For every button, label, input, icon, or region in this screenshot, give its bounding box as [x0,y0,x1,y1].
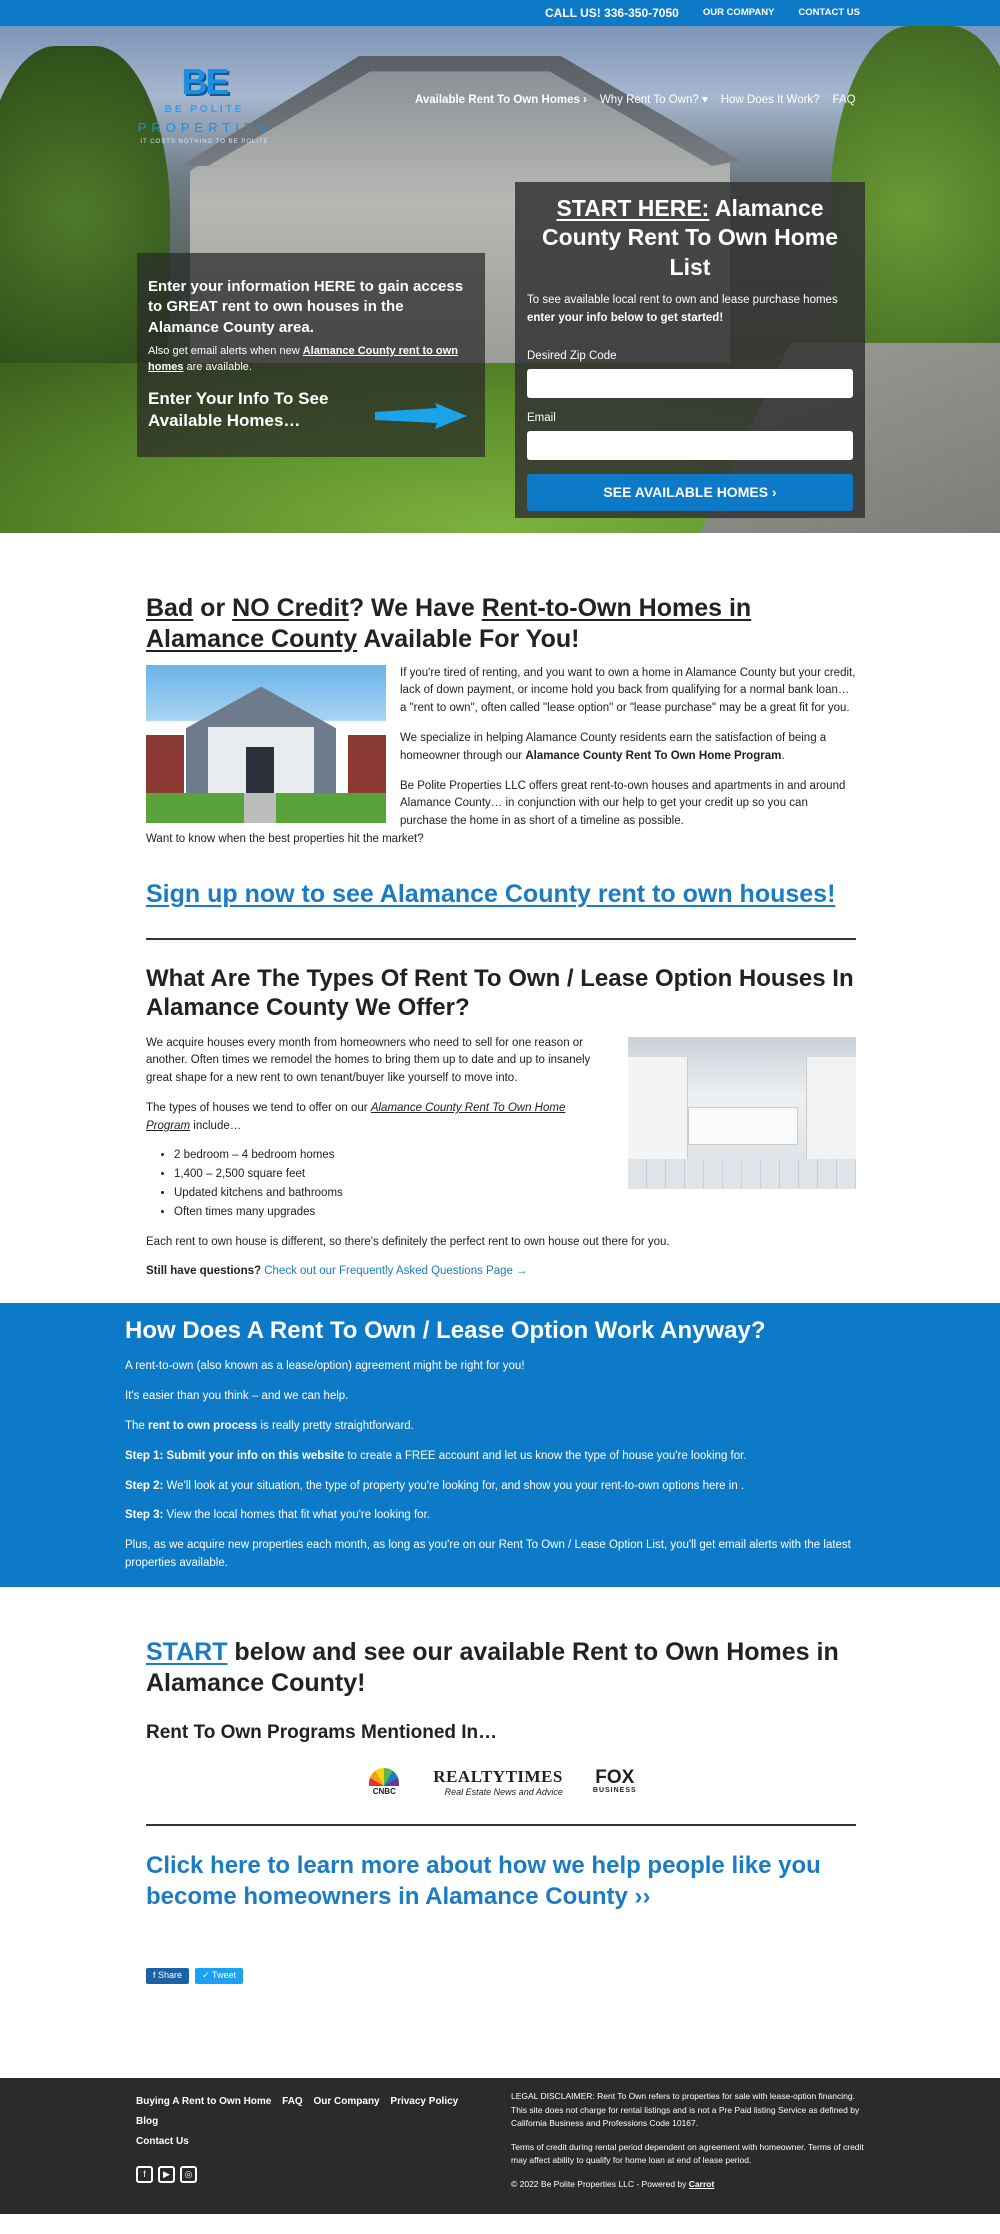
facebook-icon: f [153,1970,159,1981]
info-box [137,253,485,457]
learn-more-link[interactable]: Click here to learn more about how we help people like you become homeowners in Alamance County ›› [146,1851,821,1910]
program-link[interactable]: Alamance County Rent To Own Home Program [146,1102,566,1132]
logo-name: BE POLITE [164,104,245,115]
section-heading: Bad or NO Credit? We Have Rent-to-Own Homes in Alamance County Available For You! [146,594,752,653]
start-link[interactable]: START [146,1637,228,1666]
share-buttons [146,1968,856,1984]
logo-sub: PROPERTIES [137,119,272,135]
nav-available-homes[interactable]: Available Rent To Own Homes › [415,94,587,106]
bad-credit-section [146,533,856,940]
copyright: © 2022 Be Polite Properties LLC - Powered by Carrot [511,2179,715,2190]
form-title: START HERE: Alamance County Rent To Own Home List [541,195,838,280]
footer-link[interactable]: Blog [136,2116,159,2128]
paragraph: The types of houses we tend to offer on our Alamance County Rent To Own Home Program include… [146,1102,566,1132]
site-logo[interactable] [137,61,272,147]
hero [0,26,1000,533]
section-heading: What Are The Types Of Rent To Own / Lease Option Houses In Alamance County We Offer? [146,964,854,1022]
kitchen-photo [628,1037,856,1189]
contact-us-link[interactable]: CONTACT US [798,6,860,18]
footer-link[interactable]: Contact Us [136,2136,189,2148]
list-item: • Often times many upgrades [174,1203,856,1222]
email-input[interactable] [527,431,853,460]
step-1: Step 1: Submit your info on this website to create a FREE account and let us know the type of house you're looking for. [125,1449,747,1462]
tweet-button[interactable]: ✓ Tweet [195,1968,243,1984]
footer-link[interactable]: Privacy Policy [390,2096,459,2108]
carrot-link[interactable]: Carrot [688,2179,715,2190]
divider [146,938,856,940]
youtube-icon[interactable]: ▶ [158,2166,175,2183]
start-section [146,1587,856,1984]
signup-link[interactable]: Sign up now to see Alamance County rent to own houses! [146,879,836,908]
logo-mark: BE [181,61,228,102]
form-description: To see available local rent to own and lease purchase homes enter your info below to get started! [527,294,838,325]
logo-tagline: IT COSTS NOTHING TO BE POLITE [140,138,269,145]
paragraph: We specialize in helping Alamance County residents earn the satisfaction of being a homeowner through our Alamance County Rent To Own Home Program. [400,731,827,762]
fox-business-logo: FOX BUSINESS [592,1766,637,1794]
footer-link[interactable]: FAQ [282,2096,303,2108]
list-item: • 2 bedroom – 4 bedroom homes [174,1146,856,1165]
footer-link[interactable]: Buying A Rent to Own Home [136,2096,272,2108]
paragraph: The rent to own process is really pretty straightforward. [125,1419,414,1432]
list-item: • 1,400 – 2,500 square feet [174,1165,856,1184]
step-3: Step 3: View the local homes that fit what you're looking for. [125,1509,430,1522]
press-logos [146,1764,856,1800]
info-cta: Enter Your Info To See Available Homes… [148,388,329,430]
footer-links [136,2092,486,2152]
zip-label: Desired Zip Code [527,349,617,362]
paragraph: It's easier than you think – and we can help. [125,1390,349,1403]
credit-terms-text: Terms of credit during rental period dependent on agreement with homeowner. Terms of credit may affect ability to qualify for home loan at end of lease period. [511,2141,864,2166]
info-heading: Enter your information HERE to gain access to GREAT rent to own houses in the Alamance County area. [148,278,464,336]
paragraph: Plus, as we acquire new properties each month, as long as you're on our Rent To Own / Lease Option List, you'll get email alerts with the latest properties available. [125,1539,851,1570]
paragraph: Want to know when the best properties hit the market? [146,833,424,845]
main-nav [415,92,856,110]
legal-disclaimer [511,2090,866,2202]
facebook-icon[interactable]: f [136,2166,153,2183]
section-heading: How Does A Rent To Own / Lease Option Work Anyway? [125,1317,766,1345]
paragraph: If you're tired of renting, and you want to own a home in Alamance County but your credit, lack of down payment, or income hold you back from qualifying for a normal bank loan… a "rent to own", often called "lease option" or "lease purchase" may be a great fit for you. [400,666,856,715]
facebook-share-button[interactable]: f Share [146,1968,189,1984]
paragraph: We acquire houses every month from homeowners who need to sell for one reason or another. Often times we remodel the homes to bring them up to date and up to insanely great shape for a new rent to own tenant/buyer like yourself to move into. [146,1036,591,1085]
how-it-works-section [0,1303,1000,1587]
cnbc-logo: CNBC [365,1768,403,1796]
arrow-right-icon [375,403,467,429]
nav-faq[interactable]: FAQ [832,94,856,106]
paragraph: Be Polite Properties LLC offers great rent-to-own houses and apartments in and around Alamance County… in conjunction with our help to get your credit up so you can purchase the home in as short of a timeline as possible. [400,779,846,828]
twitter-icon: ✓ [202,1970,212,1981]
house-photo [146,665,386,823]
info-text: Also get email alerts when new Alamance County rent to own homes are available. [148,344,458,373]
step-2: Step 2: We'll look at your situation, the type of property you're looking for, and show you your rent-to-own options here in . [125,1479,745,1492]
nav-how-it-works[interactable]: How Does It Work? [720,94,820,106]
email-label: Email [527,411,556,424]
paragraph: Each rent to own house is different, so there's definitely the perfect rent to own house out there for you. [146,1235,670,1248]
mentioned-heading: Rent To Own Programs Mentioned In… [146,1722,498,1744]
realtytimes-logo: REALTYTIMES Real Estate News and Advice [433,1766,563,1797]
lead-form [515,182,865,518]
section-heading: START below and see our available Rent to Own Homes in Alamance County! [146,1637,839,1697]
disclaimer-text: LEGAL DISCLAIMER: Rent To Own refers to properties for sale with lease-option financing. This site does not charge for rental listings and is not a Pre Paid listing Service as defined by California Business and Professions Code 10167. [511,2091,860,2129]
instagram-icon[interactable]: ◎ [180,2166,197,2183]
paragraph: A rent-to-own (also known as a lease/option) agreement might be right for you! [125,1360,525,1373]
call-us-link[interactable]: CALL US! 336-350-7050 [544,5,679,20]
footer-link[interactable]: Our Company [313,2096,380,2108]
zip-code-input[interactable] [527,369,853,398]
footer [0,2078,1000,2214]
see-available-homes-button[interactable]: SEE AVAILABLE HOMES › [527,474,853,511]
social-links [136,2166,197,2183]
list-item: • Updated kitchens and bathrooms [174,1184,856,1203]
top-bar [0,0,1000,26]
our-company-link[interactable]: OUR COMPANY [702,6,775,18]
faq-link[interactable]: Check out our Frequently Asked Questions Page → [264,1265,528,1278]
rent-to-own-homes-link[interactable]: Alamance County rent to own homes [148,344,458,373]
paragraph: Still have questions? Check out our Frequently Asked Questions Page → [146,1265,528,1278]
divider [146,1824,856,1826]
nav-why-rent-to-own[interactable]: Why Rent To Own? ▾ [599,94,708,106]
house-types-section [146,964,856,1282]
